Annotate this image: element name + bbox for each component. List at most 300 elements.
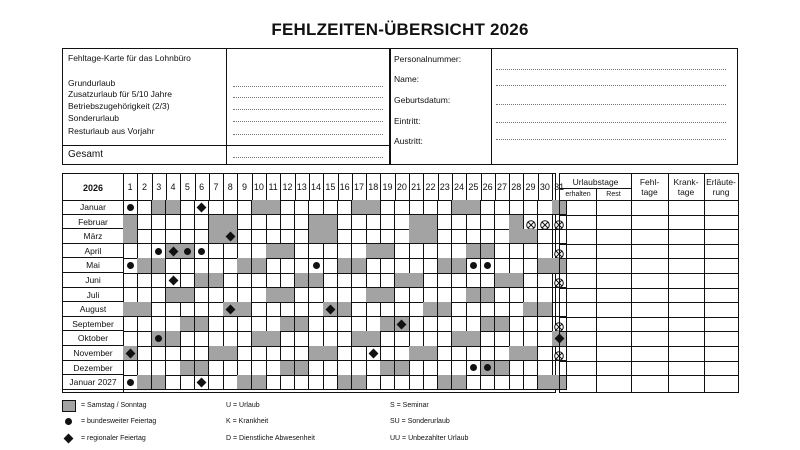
day-cell[interactable]	[209, 288, 224, 303]
day-cell[interactable]	[195, 302, 210, 317]
day-cell[interactable]	[295, 244, 310, 259]
day-cell[interactable]	[309, 361, 324, 376]
day-cell[interactable]	[180, 288, 195, 303]
day-cell[interactable]	[309, 244, 324, 259]
day-cell[interactable]	[323, 200, 338, 215]
day-cell[interactable]	[309, 200, 324, 215]
day-cell[interactable]	[538, 317, 553, 332]
day-cell[interactable]	[152, 288, 167, 303]
day-cell[interactable]	[338, 288, 353, 303]
day-cell[interactable]	[137, 346, 152, 361]
day-cell[interactable]	[266, 361, 281, 376]
day-cell[interactable]	[495, 346, 510, 361]
day-cell[interactable]	[380, 302, 395, 317]
day-cell[interactable]	[280, 375, 295, 390]
day-cell[interactable]	[223, 229, 238, 244]
day-cell[interactable]	[495, 258, 510, 273]
day-cell[interactable]	[209, 346, 224, 361]
day-cell[interactable]	[452, 375, 467, 390]
day-cell[interactable]	[237, 361, 252, 376]
day-cell[interactable]	[295, 288, 310, 303]
day-cell[interactable]	[195, 375, 210, 390]
day-cell[interactable]	[509, 302, 524, 317]
day-cell[interactable]	[438, 331, 453, 346]
day-cell[interactable]	[209, 215, 224, 230]
day-cell[interactable]	[466, 215, 481, 230]
day-cell[interactable]	[338, 361, 353, 376]
day-cell[interactable]	[123, 331, 138, 346]
day-cell[interactable]	[538, 288, 553, 303]
day-cell[interactable]	[180, 273, 195, 288]
day-cell[interactable]	[366, 302, 381, 317]
day-cell[interactable]	[338, 346, 353, 361]
day-cell[interactable]	[395, 375, 410, 390]
day-cell[interactable]	[223, 273, 238, 288]
day-cell[interactable]	[123, 302, 138, 317]
day-cell[interactable]	[466, 302, 481, 317]
day-cell[interactable]	[309, 375, 324, 390]
day-cell[interactable]	[295, 200, 310, 215]
day-cell[interactable]	[166, 302, 181, 317]
day-cell[interactable]	[195, 331, 210, 346]
day-cell[interactable]	[409, 258, 424, 273]
day-cell[interactable]	[409, 229, 424, 244]
day-cell[interactable]	[223, 288, 238, 303]
summary-row[interactable]	[560, 273, 738, 288]
day-cell[interactable]	[180, 346, 195, 361]
day-cell[interactable]	[366, 361, 381, 376]
day-cell[interactable]	[509, 229, 524, 244]
day-cell[interactable]	[223, 244, 238, 259]
day-cell[interactable]	[309, 273, 324, 288]
day-cell[interactable]	[352, 200, 367, 215]
day-cell[interactable]	[338, 215, 353, 230]
day-cell[interactable]	[523, 317, 538, 332]
day-cell[interactable]	[481, 288, 496, 303]
day-cell[interactable]	[466, 229, 481, 244]
day-cell[interactable]	[295, 375, 310, 390]
day-cell[interactable]	[237, 346, 252, 361]
day-cell[interactable]	[509, 361, 524, 376]
day-cell[interactable]	[495, 244, 510, 259]
day-cell[interactable]	[123, 258, 138, 273]
day-cell[interactable]	[423, 346, 438, 361]
day-cell[interactable]	[452, 215, 467, 230]
day-cell[interactable]	[380, 288, 395, 303]
day-cell[interactable]	[466, 361, 481, 376]
day-cell[interactable]	[509, 375, 524, 390]
day-cell[interactable]	[423, 317, 438, 332]
day-cell[interactable]	[466, 288, 481, 303]
day-cell[interactable]	[366, 215, 381, 230]
day-cell[interactable]	[409, 215, 424, 230]
day-cell[interactable]	[423, 229, 438, 244]
day-cell[interactable]	[123, 229, 138, 244]
day-cell[interactable]	[380, 331, 395, 346]
summary-row[interactable]	[560, 317, 738, 332]
day-cell[interactable]	[266, 331, 281, 346]
day-cell[interactable]	[323, 317, 338, 332]
day-cell[interactable]	[438, 200, 453, 215]
day-cell[interactable]	[237, 200, 252, 215]
day-cell[interactable]	[409, 375, 424, 390]
day-cell[interactable]	[280, 200, 295, 215]
day-cell[interactable]	[466, 346, 481, 361]
day-cell[interactable]	[352, 331, 367, 346]
day-cell[interactable]	[323, 361, 338, 376]
day-cell[interactable]	[438, 244, 453, 259]
day-cell[interactable]	[380, 317, 395, 332]
day-cell[interactable]	[452, 346, 467, 361]
day-cell[interactable]	[137, 331, 152, 346]
day-cell[interactable]	[280, 273, 295, 288]
day-cell[interactable]	[180, 317, 195, 332]
day-cell[interactable]	[466, 331, 481, 346]
geburtsdatum-field[interactable]	[496, 104, 726, 105]
day-cell[interactable]	[495, 215, 510, 230]
day-cell[interactable]	[295, 346, 310, 361]
day-cell[interactable]	[338, 229, 353, 244]
day-cell[interactable]	[352, 346, 367, 361]
day-cell[interactable]	[352, 375, 367, 390]
day-cell[interactable]	[309, 288, 324, 303]
day-cell[interactable]	[209, 229, 224, 244]
day-cell[interactable]	[395, 229, 410, 244]
day-cell[interactable]	[423, 258, 438, 273]
day-cell[interactable]	[395, 331, 410, 346]
day-cell[interactable]	[509, 317, 524, 332]
day-cell[interactable]	[366, 331, 381, 346]
day-cell[interactable]	[252, 361, 267, 376]
sonderurlaub-field[interactable]	[233, 121, 383, 122]
day-cell[interactable]	[509, 331, 524, 346]
day-cell[interactable]	[209, 361, 224, 376]
day-cell[interactable]	[166, 215, 181, 230]
day-cell[interactable]	[152, 346, 167, 361]
day-cell[interactable]	[309, 331, 324, 346]
day-cell[interactable]	[438, 273, 453, 288]
day-cell[interactable]	[180, 331, 195, 346]
day-cell[interactable]	[395, 361, 410, 376]
day-cell[interactable]	[395, 346, 410, 361]
day-cell[interactable]	[438, 346, 453, 361]
day-cell[interactable]	[481, 229, 496, 244]
day-cell[interactable]	[509, 346, 524, 361]
day-cell[interactable]	[252, 317, 267, 332]
day-cell[interactable]	[152, 317, 167, 332]
day-cell[interactable]	[195, 229, 210, 244]
day-cell[interactable]	[395, 273, 410, 288]
day-cell[interactable]	[166, 244, 181, 259]
day-cell[interactable]	[266, 229, 281, 244]
day-cell[interactable]	[252, 244, 267, 259]
day-cell[interactable]	[409, 244, 424, 259]
day-cell[interactable]	[380, 273, 395, 288]
day-cell[interactable]	[180, 215, 195, 230]
day-cell[interactable]	[252, 288, 267, 303]
day-cell[interactable]	[195, 346, 210, 361]
day-cell[interactable]	[123, 375, 138, 390]
day-cell[interactable]	[209, 331, 224, 346]
day-cell[interactable]	[423, 361, 438, 376]
day-cell[interactable]	[323, 273, 338, 288]
day-cell[interactable]	[266, 375, 281, 390]
summary-row[interactable]	[560, 244, 738, 259]
day-cell[interactable]	[509, 273, 524, 288]
day-cell[interactable]	[380, 229, 395, 244]
day-cell[interactable]	[266, 317, 281, 332]
day-cell[interactable]	[280, 317, 295, 332]
day-cell[interactable]	[452, 331, 467, 346]
day-cell[interactable]	[395, 302, 410, 317]
day-cell[interactable]	[395, 215, 410, 230]
day-cell[interactable]	[180, 229, 195, 244]
day-cell[interactable]	[538, 229, 553, 244]
day-cell[interactable]	[195, 317, 210, 332]
day-cell[interactable]	[352, 361, 367, 376]
day-cell[interactable]	[237, 288, 252, 303]
day-cell[interactable]	[523, 200, 538, 215]
day-cell[interactable]	[252, 200, 267, 215]
day-cell[interactable]	[166, 258, 181, 273]
day-cell[interactable]	[481, 361, 496, 376]
summary-row[interactable]	[560, 200, 738, 215]
day-cell[interactable]	[481, 215, 496, 230]
day-cell[interactable]	[123, 200, 138, 215]
day-cell[interactable]	[423, 331, 438, 346]
day-cell[interactable]	[295, 215, 310, 230]
day-cell[interactable]	[323, 346, 338, 361]
day-cell[interactable]	[380, 361, 395, 376]
day-cell[interactable]	[266, 258, 281, 273]
day-cell[interactable]	[481, 317, 496, 332]
day-cell[interactable]	[209, 200, 224, 215]
day-cell[interactable]	[481, 302, 496, 317]
day-cell[interactable]	[495, 331, 510, 346]
day-cell[interactable]	[237, 317, 252, 332]
austritt-field[interactable]	[496, 139, 726, 140]
day-cell[interactable]	[123, 244, 138, 259]
day-cell[interactable]	[509, 200, 524, 215]
day-cell[interactable]	[452, 317, 467, 332]
day-cell[interactable]	[152, 244, 167, 259]
day-cell[interactable]	[538, 215, 553, 230]
day-cell[interactable]	[223, 331, 238, 346]
day-cell[interactable]	[223, 375, 238, 390]
day-cell[interactable]	[137, 258, 152, 273]
day-cell[interactable]	[438, 375, 453, 390]
day-cell[interactable]	[223, 346, 238, 361]
summary-row[interactable]	[560, 346, 738, 361]
day-cell[interactable]	[466, 200, 481, 215]
day-cell[interactable]	[395, 258, 410, 273]
day-cell[interactable]	[438, 288, 453, 303]
day-cell[interactable]	[137, 288, 152, 303]
day-cell[interactable]	[152, 273, 167, 288]
day-cell[interactable]	[423, 244, 438, 259]
day-cell[interactable]	[481, 244, 496, 259]
day-cell[interactable]	[409, 302, 424, 317]
day-cell[interactable]	[452, 361, 467, 376]
day-cell[interactable]	[295, 331, 310, 346]
day-cell[interactable]	[509, 288, 524, 303]
day-cell[interactable]	[223, 302, 238, 317]
day-cell[interactable]	[495, 273, 510, 288]
day-cell[interactable]	[266, 346, 281, 361]
day-cell[interactable]	[395, 200, 410, 215]
day-cell[interactable]	[195, 258, 210, 273]
day-cell[interactable]	[152, 361, 167, 376]
day-cell[interactable]	[538, 361, 553, 376]
day-cell[interactable]	[452, 273, 467, 288]
day-cell[interactable]	[195, 200, 210, 215]
day-cell[interactable]	[538, 200, 553, 215]
day-cell[interactable]	[423, 215, 438, 230]
day-cell[interactable]	[495, 317, 510, 332]
day-cell[interactable]	[323, 302, 338, 317]
day-cell[interactable]	[323, 244, 338, 259]
summary-row[interactable]	[560, 302, 738, 317]
day-cell[interactable]	[523, 215, 538, 230]
day-cell[interactable]	[481, 273, 496, 288]
day-cell[interactable]	[423, 375, 438, 390]
day-cell[interactable]	[237, 331, 252, 346]
day-cell[interactable]	[323, 375, 338, 390]
day-cell[interactable]	[338, 375, 353, 390]
day-cell[interactable]	[195, 273, 210, 288]
day-cell[interactable]	[323, 331, 338, 346]
day-cell[interactable]	[137, 375, 152, 390]
summary-row[interactable]	[560, 229, 738, 244]
day-cell[interactable]	[438, 302, 453, 317]
day-cell[interactable]	[280, 215, 295, 230]
day-cell[interactable]	[523, 258, 538, 273]
day-cell[interactable]	[323, 258, 338, 273]
day-cell[interactable]	[352, 317, 367, 332]
day-cell[interactable]	[237, 244, 252, 259]
day-cell[interactable]	[409, 346, 424, 361]
day-cell[interactable]	[280, 302, 295, 317]
day-cell[interactable]	[195, 361, 210, 376]
day-cell[interactable]	[338, 200, 353, 215]
day-cell[interactable]	[280, 361, 295, 376]
gesamt-field[interactable]	[233, 157, 383, 158]
day-cell[interactable]	[338, 244, 353, 259]
day-cell[interactable]	[352, 215, 367, 230]
day-cell[interactable]	[237, 273, 252, 288]
day-cell[interactable]	[166, 200, 181, 215]
day-cell[interactable]	[295, 258, 310, 273]
day-cell[interactable]	[166, 288, 181, 303]
day-cell[interactable]	[409, 331, 424, 346]
day-cell[interactable]	[180, 302, 195, 317]
day-cell[interactable]	[409, 273, 424, 288]
day-cell[interactable]	[352, 229, 367, 244]
day-cell[interactable]	[423, 200, 438, 215]
day-cell[interactable]	[380, 258, 395, 273]
day-cell[interactable]	[380, 215, 395, 230]
eintritt-field[interactable]	[496, 122, 726, 123]
day-cell[interactable]	[309, 229, 324, 244]
day-cell[interactable]	[195, 244, 210, 259]
day-cell[interactable]	[123, 273, 138, 288]
day-cell[interactable]	[438, 361, 453, 376]
day-cell[interactable]	[123, 288, 138, 303]
summary-row[interactable]	[560, 258, 738, 273]
day-cell[interactable]	[223, 215, 238, 230]
day-cell[interactable]	[252, 258, 267, 273]
day-cell[interactable]	[395, 288, 410, 303]
day-cell[interactable]	[481, 346, 496, 361]
day-cell[interactable]	[166, 361, 181, 376]
day-cell[interactable]	[438, 215, 453, 230]
day-cell[interactable]	[123, 361, 138, 376]
day-cell[interactable]	[280, 288, 295, 303]
day-cell[interactable]	[252, 331, 267, 346]
day-cell[interactable]	[237, 375, 252, 390]
day-cell[interactable]	[466, 317, 481, 332]
day-cell[interactable]	[280, 258, 295, 273]
day-cell[interactable]	[180, 361, 195, 376]
day-cell[interactable]	[395, 317, 410, 332]
day-cell[interactable]	[152, 229, 167, 244]
day-cell[interactable]	[152, 258, 167, 273]
day-cell[interactable]	[223, 200, 238, 215]
day-cell[interactable]	[523, 361, 538, 376]
day-cell[interactable]	[309, 317, 324, 332]
grundurlaub-field[interactable]	[233, 86, 383, 87]
day-cell[interactable]	[180, 375, 195, 390]
day-cell[interactable]	[166, 346, 181, 361]
day-cell[interactable]	[366, 200, 381, 215]
day-cell[interactable]	[523, 273, 538, 288]
day-cell[interactable]	[295, 361, 310, 376]
day-cell[interactable]	[166, 375, 181, 390]
day-cell[interactable]	[423, 273, 438, 288]
day-cell[interactable]	[538, 244, 553, 259]
day-cell[interactable]	[295, 229, 310, 244]
day-cell[interactable]	[523, 346, 538, 361]
day-cell[interactable]	[237, 302, 252, 317]
day-cell[interactable]	[380, 200, 395, 215]
day-cell[interactable]	[409, 317, 424, 332]
day-cell[interactable]	[123, 215, 138, 230]
day-cell[interactable]	[523, 244, 538, 259]
summary-row[interactable]	[560, 288, 738, 303]
day-cell[interactable]	[266, 288, 281, 303]
day-cell[interactable]	[495, 361, 510, 376]
day-cell[interactable]	[523, 288, 538, 303]
day-cell[interactable]	[266, 244, 281, 259]
day-cell[interactable]	[137, 361, 152, 376]
day-cell[interactable]	[223, 317, 238, 332]
day-cell[interactable]	[452, 288, 467, 303]
day-cell[interactable]	[380, 375, 395, 390]
day-cell[interactable]	[280, 244, 295, 259]
resturlaub-field[interactable]	[233, 134, 383, 135]
day-cell[interactable]	[538, 346, 553, 361]
day-cell[interactable]	[495, 375, 510, 390]
day-cell[interactable]	[452, 244, 467, 259]
day-cell[interactable]	[166, 273, 181, 288]
day-cell[interactable]	[452, 200, 467, 215]
summary-row[interactable]	[560, 375, 738, 390]
day-cell[interactable]	[366, 244, 381, 259]
day-cell[interactable]	[209, 273, 224, 288]
day-cell[interactable]	[166, 331, 181, 346]
day-cell[interactable]	[209, 375, 224, 390]
day-cell[interactable]	[137, 215, 152, 230]
